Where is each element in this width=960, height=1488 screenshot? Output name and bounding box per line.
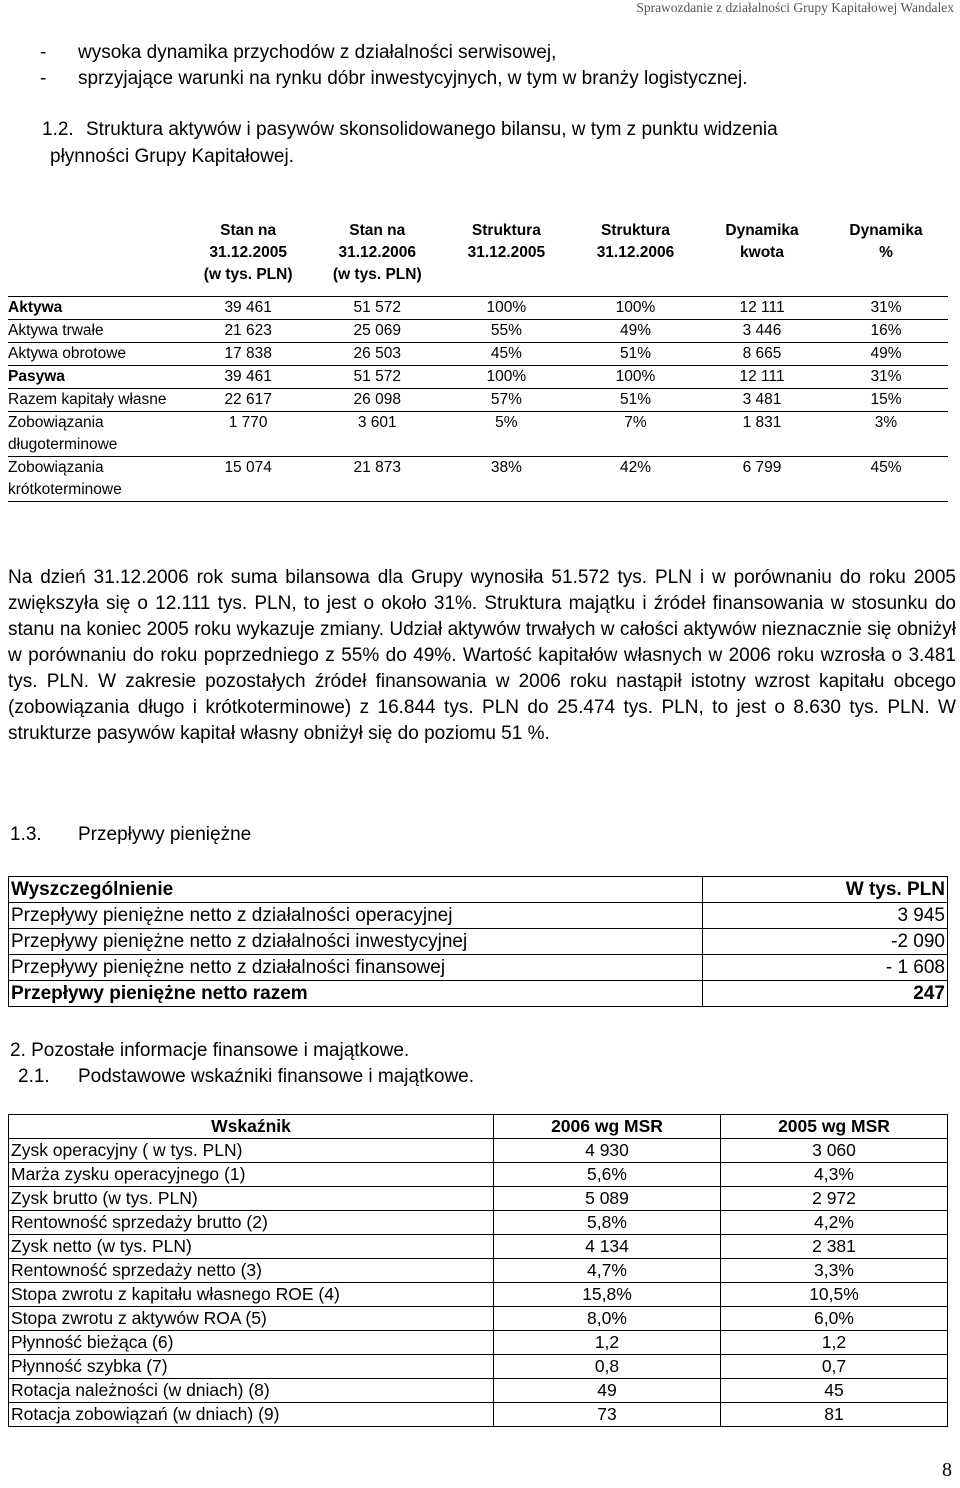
row-label: Aktywa obrotowe: [8, 342, 184, 365]
table-row: [9, 903, 948, 929]
row-value: 0,8: [494, 1355, 721, 1379]
row-value: 49: [494, 1379, 721, 1403]
row-value: -2 090: [703, 929, 948, 955]
row-value: 6,0%: [721, 1307, 948, 1331]
table-row: [8, 411, 948, 456]
header-cell: W tys. PLN: [703, 877, 948, 903]
row-value: 15 074: [184, 456, 313, 501]
bullet-text: sprzyjające warunki na rynku dóbr inwestycyjnych, w tym w branży logistycznej.: [78, 68, 748, 89]
table-row: [9, 1187, 948, 1211]
row-label: Płynność bieżąca (6): [9, 1331, 494, 1355]
table-row: [9, 1139, 948, 1163]
section-number: 1.3.: [10, 824, 42, 845]
row-value: 3 601: [313, 411, 442, 456]
row-label: Pasywa: [8, 365, 184, 388]
row-label: Stopa zwrotu z aktywów ROA (5): [9, 1307, 494, 1331]
column-header: Stan na 31.12.2005 (w tys. PLN): [203, 222, 293, 283]
row-value: 49%: [824, 342, 948, 365]
section-title: Struktura aktywów i pasywów skonsolidowanego bilansu, w tym z punktu widzenia: [86, 119, 778, 140]
row-label: Aktywa trwałe: [8, 319, 184, 342]
table-header-row: [9, 1115, 948, 1139]
header-cell: 2005 wg MSR: [721, 1115, 948, 1139]
table-header-row: [9, 877, 948, 903]
row-value: 57%: [442, 388, 571, 411]
row-value: 73: [494, 1403, 721, 1427]
row-value: 51%: [571, 388, 700, 411]
row-value: 1 831: [700, 411, 824, 456]
row-value: 3,3%: [721, 1259, 948, 1283]
row-value: 6 799: [700, 456, 824, 501]
header-cell: 2006 wg MSR: [494, 1115, 721, 1139]
table-row: [9, 1307, 948, 1331]
row-value: 100%: [571, 296, 700, 319]
bullet-item: - wysoka dynamika przychodów z działalności serwisowej,: [40, 42, 557, 63]
row-value: 3%: [824, 411, 948, 456]
row-value: 4 134: [494, 1235, 721, 1259]
row-label: Przepływy pieniężne netto z działalności operacyjnej: [9, 903, 703, 929]
row-value: 5%: [442, 411, 571, 456]
row-value: 4,7%: [494, 1259, 721, 1283]
column-header: Struktura 31.12.2005: [467, 222, 546, 261]
row-value: 26 098: [313, 388, 442, 411]
row-value: 51%: [571, 342, 700, 365]
row-value: 5 089: [494, 1187, 721, 1211]
table-row: [8, 456, 948, 501]
section-title-cont: płynności Grupy Kapitałowej.: [50, 146, 294, 167]
row-value: 100%: [442, 365, 571, 388]
row-value: 2 972: [721, 1187, 948, 1211]
total-value: 247: [703, 981, 948, 1007]
row-label: Rentowność sprzedaży netto (3): [9, 1259, 494, 1283]
row-value: 26 503: [313, 342, 442, 365]
running-header: Sprawozdanie z działalności Grupy Kapitałowej Wandalex: [636, 0, 954, 15]
column-header: Dynamika kwota: [725, 222, 799, 261]
table-row: [9, 1163, 948, 1187]
bullet-item: - sprzyjające warunki na rynku dóbr inwestycyjnych, w tym w branży logistycznej.: [40, 68, 748, 89]
row-value: 3 060: [721, 1139, 948, 1163]
row-label: Rotacja zobowiązań (w dniach) (9): [9, 1403, 494, 1427]
row-value: 4 930: [494, 1139, 721, 1163]
row-value: 16%: [824, 319, 948, 342]
row-label: Rotacja należności (w dniach) (8): [9, 1379, 494, 1403]
row-value: 100%: [571, 365, 700, 388]
table-row: [9, 955, 948, 981]
column-header: Dynamika %: [849, 222, 923, 261]
row-value: 31%: [824, 296, 948, 319]
row-label: Zysk brutto (w tys. PLN): [9, 1187, 494, 1211]
row-value: 1,2: [494, 1331, 721, 1355]
row-value: 49%: [571, 319, 700, 342]
row-value: 15,8%: [494, 1283, 721, 1307]
row-label: Zobowiązania długoterminowe: [8, 411, 184, 456]
row-value: 5,6%: [494, 1163, 721, 1187]
row-value: 25 069: [313, 319, 442, 342]
row-value: 21 623: [184, 319, 313, 342]
bullet-text: wysoka dynamika przychodów z działalności serwisowej,: [78, 42, 557, 63]
row-value: 100%: [442, 296, 571, 319]
row-value: 3 481: [700, 388, 824, 411]
row-value: 1 770: [184, 411, 313, 456]
section-heading: 2. Pozostałe informacje finansowe i majątkowe.: [10, 1040, 410, 1061]
row-label: Razem kapitały własne: [8, 388, 184, 411]
section-number: 1.2.: [42, 119, 74, 140]
row-value: 81: [721, 1403, 948, 1427]
section-title: Przepływy pieniężne: [78, 824, 252, 845]
row-label: Przepływy pieniężne netto z działalności inwestycyjnej: [9, 929, 703, 955]
row-value: 21 873: [313, 456, 442, 501]
column-header: Struktura 31.12.2006: [596, 222, 675, 261]
row-value: - 1 608: [703, 955, 948, 981]
row-value: 31%: [824, 365, 948, 388]
row-label: Rentowność sprzedaży brutto (2): [9, 1211, 494, 1235]
row-label: Stopa zwrotu z kapitału własnego ROE (4): [9, 1283, 494, 1307]
row-label: Marża zysku operacyjnego (1): [9, 1163, 494, 1187]
row-label: Zysk operacyjny ( w tys. PLN): [9, 1139, 494, 1163]
table-row: [9, 1379, 948, 1403]
row-value: 45: [721, 1379, 948, 1403]
row-value: 3 446: [700, 319, 824, 342]
table-row: [8, 342, 948, 365]
row-label: Zysk netto (w tys. PLN): [9, 1235, 494, 1259]
table-row: [9, 1259, 948, 1283]
row-value: 10,5%: [721, 1283, 948, 1307]
total-label: Przepływy pieniężne netto razem: [9, 981, 703, 1007]
section-title: Podstawowe wskaźniki finansowe i majątkowe.: [78, 1066, 475, 1087]
row-value: 4,2%: [721, 1211, 948, 1235]
row-value: 8,0%: [494, 1307, 721, 1331]
page-number: 8: [942, 1459, 952, 1481]
row-value: 1,2: [721, 1331, 948, 1355]
table-row: [8, 296, 948, 319]
table-row: [9, 929, 948, 955]
column-header: Stan na 31.12.2006 (w tys. PLN): [332, 222, 422, 283]
table-row: [8, 388, 948, 411]
row-value: 8 665: [700, 342, 824, 365]
row-value: 39 461: [184, 365, 313, 388]
row-value: 3 945: [703, 903, 948, 929]
header-cell: Wyszczególnienie: [9, 877, 703, 903]
financial-ratios-table: [8, 1114, 948, 1427]
row-label: Płynność szybka (7): [9, 1355, 494, 1379]
row-value: 39 461: [184, 296, 313, 319]
row-value: 51 572: [313, 365, 442, 388]
row-value: 55%: [442, 319, 571, 342]
row-value: 45%: [824, 456, 948, 501]
row-value: 42%: [571, 456, 700, 501]
row-value: 7%: [571, 411, 700, 456]
row-value: 5,8%: [494, 1211, 721, 1235]
row-value: 12 111: [700, 296, 824, 319]
row-value: 51 572: [313, 296, 442, 319]
balance-structure-table: [8, 220, 948, 502]
summary-paragraph: Na dzień 31.12.2006 rok suma bilansowa dla Grupy wynosiła 51.572 tys. PLN i w porównaniu do roku 2005 zwiększyła się o 12.111 tys. PLN, to jest o około 31%. Struktura majątku i źródeł finansowania w stosunku do stanu na koniec 2005 roku wykazuje zmiany. Udział aktywów trwałych w całości aktywów nieznacznie się obniżył w porównaniu do roku poprzedniego z 55% do 49%. Wartość kapitałów własnych w 2006 roku wzrosła o 3.481 tys. PLN. W zakresie pozostałych źródeł finansowania w 2006 roku nastąpił istotny wzrost kapitału obcego (zobowiązania długo i krótkoterminowe) z 16.844 tys. PLN do 25.474 tys. PLN, to jest o 8.630 tys. PLN. W strukturze pasywów kapitał własny obniżył się do poziomu 51 %.: [8, 567, 956, 744]
row-value: 45%: [442, 342, 571, 365]
row-value: 12 111: [700, 365, 824, 388]
row-value: 17 838: [184, 342, 313, 365]
row-value: 22 617: [184, 388, 313, 411]
row-label: Przepływy pieniężne netto z działalności finansowej: [9, 955, 703, 981]
table-row: [9, 1283, 948, 1307]
table-row: [8, 365, 948, 388]
row-value: 2 381: [721, 1235, 948, 1259]
table-row: [9, 1355, 948, 1379]
header-cell: Wskaźnik: [9, 1115, 494, 1139]
table-row: [9, 1331, 948, 1355]
row-value: 0,7: [721, 1355, 948, 1379]
row-value: 38%: [442, 456, 571, 501]
table-row: [8, 319, 948, 342]
table-row: [9, 1211, 948, 1235]
row-label: Aktywa: [8, 296, 184, 319]
row-value: 4,3%: [721, 1163, 948, 1187]
section-number: 2.1.: [18, 1066, 50, 1087]
table-header-blank: [8, 220, 184, 296]
row-value: 15%: [824, 388, 948, 411]
table-row: [9, 1235, 948, 1259]
table-total-row: [9, 981, 948, 1007]
table-row: [9, 1403, 948, 1427]
row-label: Zobowiązania krótkoterminowe: [8, 456, 184, 501]
cash-flow-table: [8, 876, 948, 1007]
